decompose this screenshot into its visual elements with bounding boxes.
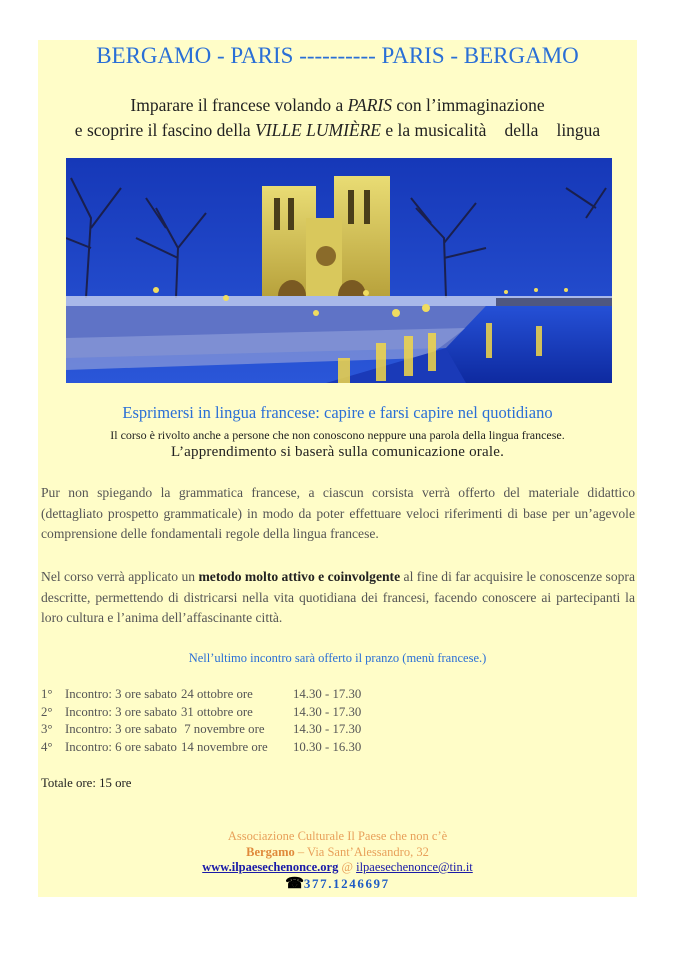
intro-text-part: della [504, 120, 539, 140]
street-address: – Via Sant’Alessandro, 32 [294, 844, 429, 859]
method-text: al fine di far acquisire le conoscenze sopra descritte, permettendo di districarsi nella vita quotidiana dei francesi, facendo conoscere ai partecipanti la loro cultura e l’anima dell’affascinante città. [41, 569, 635, 626]
intro-line-1 [38, 93, 637, 118]
website-link[interactable]: www.ilpaesechenonce.org [202, 860, 339, 874]
notre-dame-illustration [66, 158, 612, 383]
lunch-note: Nell’ultimo incontro sarà offerto il pranzo (menù francese.) [188, 651, 487, 665]
organization-name: Associazione Culturale Il Paese che non c’è [227, 829, 448, 843]
session-date: 24 ottobre ore [181, 687, 253, 701]
city-name: Bergamo [246, 844, 295, 859]
session-time: 10.30 - 16.30 [293, 739, 362, 754]
phone-number[interactable]: 377.1246697 [303, 875, 390, 891]
contact-footer [38, 829, 637, 892]
session-number: 2° [41, 704, 53, 719]
session-date: 31 ottobre ore [181, 704, 253, 719]
intro-text-part: e la musicalità [380, 120, 487, 140]
notre-dame-photo [66, 158, 612, 383]
session-time: 14.30 - 17.30 [293, 704, 362, 719]
intro-text [38, 93, 637, 143]
contact-links [38, 860, 637, 876]
intro-emphasis-paris: PARIS [347, 95, 392, 115]
flyer-panel [38, 40, 637, 897]
session-number: 4° [41, 739, 53, 754]
method-text: Nel corso verrà applicato un [41, 569, 199, 584]
session-description: Incontro: 3 ore sabato [65, 704, 177, 719]
oral-method-note: L’apprendimento si baserà sulla comunicazione orale. [170, 444, 505, 460]
session-description: Incontro: 3 ore sabato [65, 687, 177, 701]
session-number: 3° [41, 722, 53, 736]
intro-text-part: lingua [556, 120, 601, 140]
page-title: BERGAMO - PARIS ---------- PARIS - BERGAMO [96, 43, 579, 68]
total-hours: Totale ore: 15 ore [41, 776, 132, 790]
session-time: 14.30 - 17.30 [293, 722, 362, 736]
method-emphasis: metodo molto attivo e coinvolgente [198, 569, 401, 584]
method-paragraph [41, 567, 635, 629]
grammar-paragraph: Pur non spiegando la grammatica francese, a ciascun corsista verrà offerto del materiale didattico (dettagliato prospetto grammaticale) in modo da poter effettuare veloci riferimenti di base per un’agevole comprensione delle fondamentali regole della lingua francese. [41, 485, 635, 542]
at-separator: @ [338, 860, 357, 874]
email-link[interactable]: ilpaesechenonce@tin.it [356, 860, 473, 874]
session-time: 14.30 - 17.30 [293, 687, 362, 701]
section-subtitle: Esprimersi in lingua francese: capire e farsi capire nel quotidiano [122, 403, 553, 422]
intro-text-part: e scoprire il fascino della [74, 120, 256, 140]
session-number: 1° [41, 687, 53, 701]
intro-emphasis-ville-lumiere: VILLE LUMIÈRE [255, 120, 381, 140]
address [38, 845, 637, 861]
telephone-icon: ☎ [285, 875, 304, 892]
session-description: Incontro: 6 ore sabato [65, 739, 177, 754]
session-date: 7 novembre ore [181, 722, 265, 736]
audience-note: Il corso è rivolto anche a persone che non conoscono neppure una parola della lingua francese. [110, 428, 565, 442]
session-date: 14 novembre ore [181, 739, 268, 754]
session-description: Incontro: 3 ore sabato [65, 722, 177, 736]
intro-line-2 [38, 118, 637, 143]
intro-text-part: Imparare il francese volando a [130, 95, 348, 115]
phone-number-line [38, 876, 637, 893]
intro-text-part: con l’immaginazione [392, 95, 545, 115]
